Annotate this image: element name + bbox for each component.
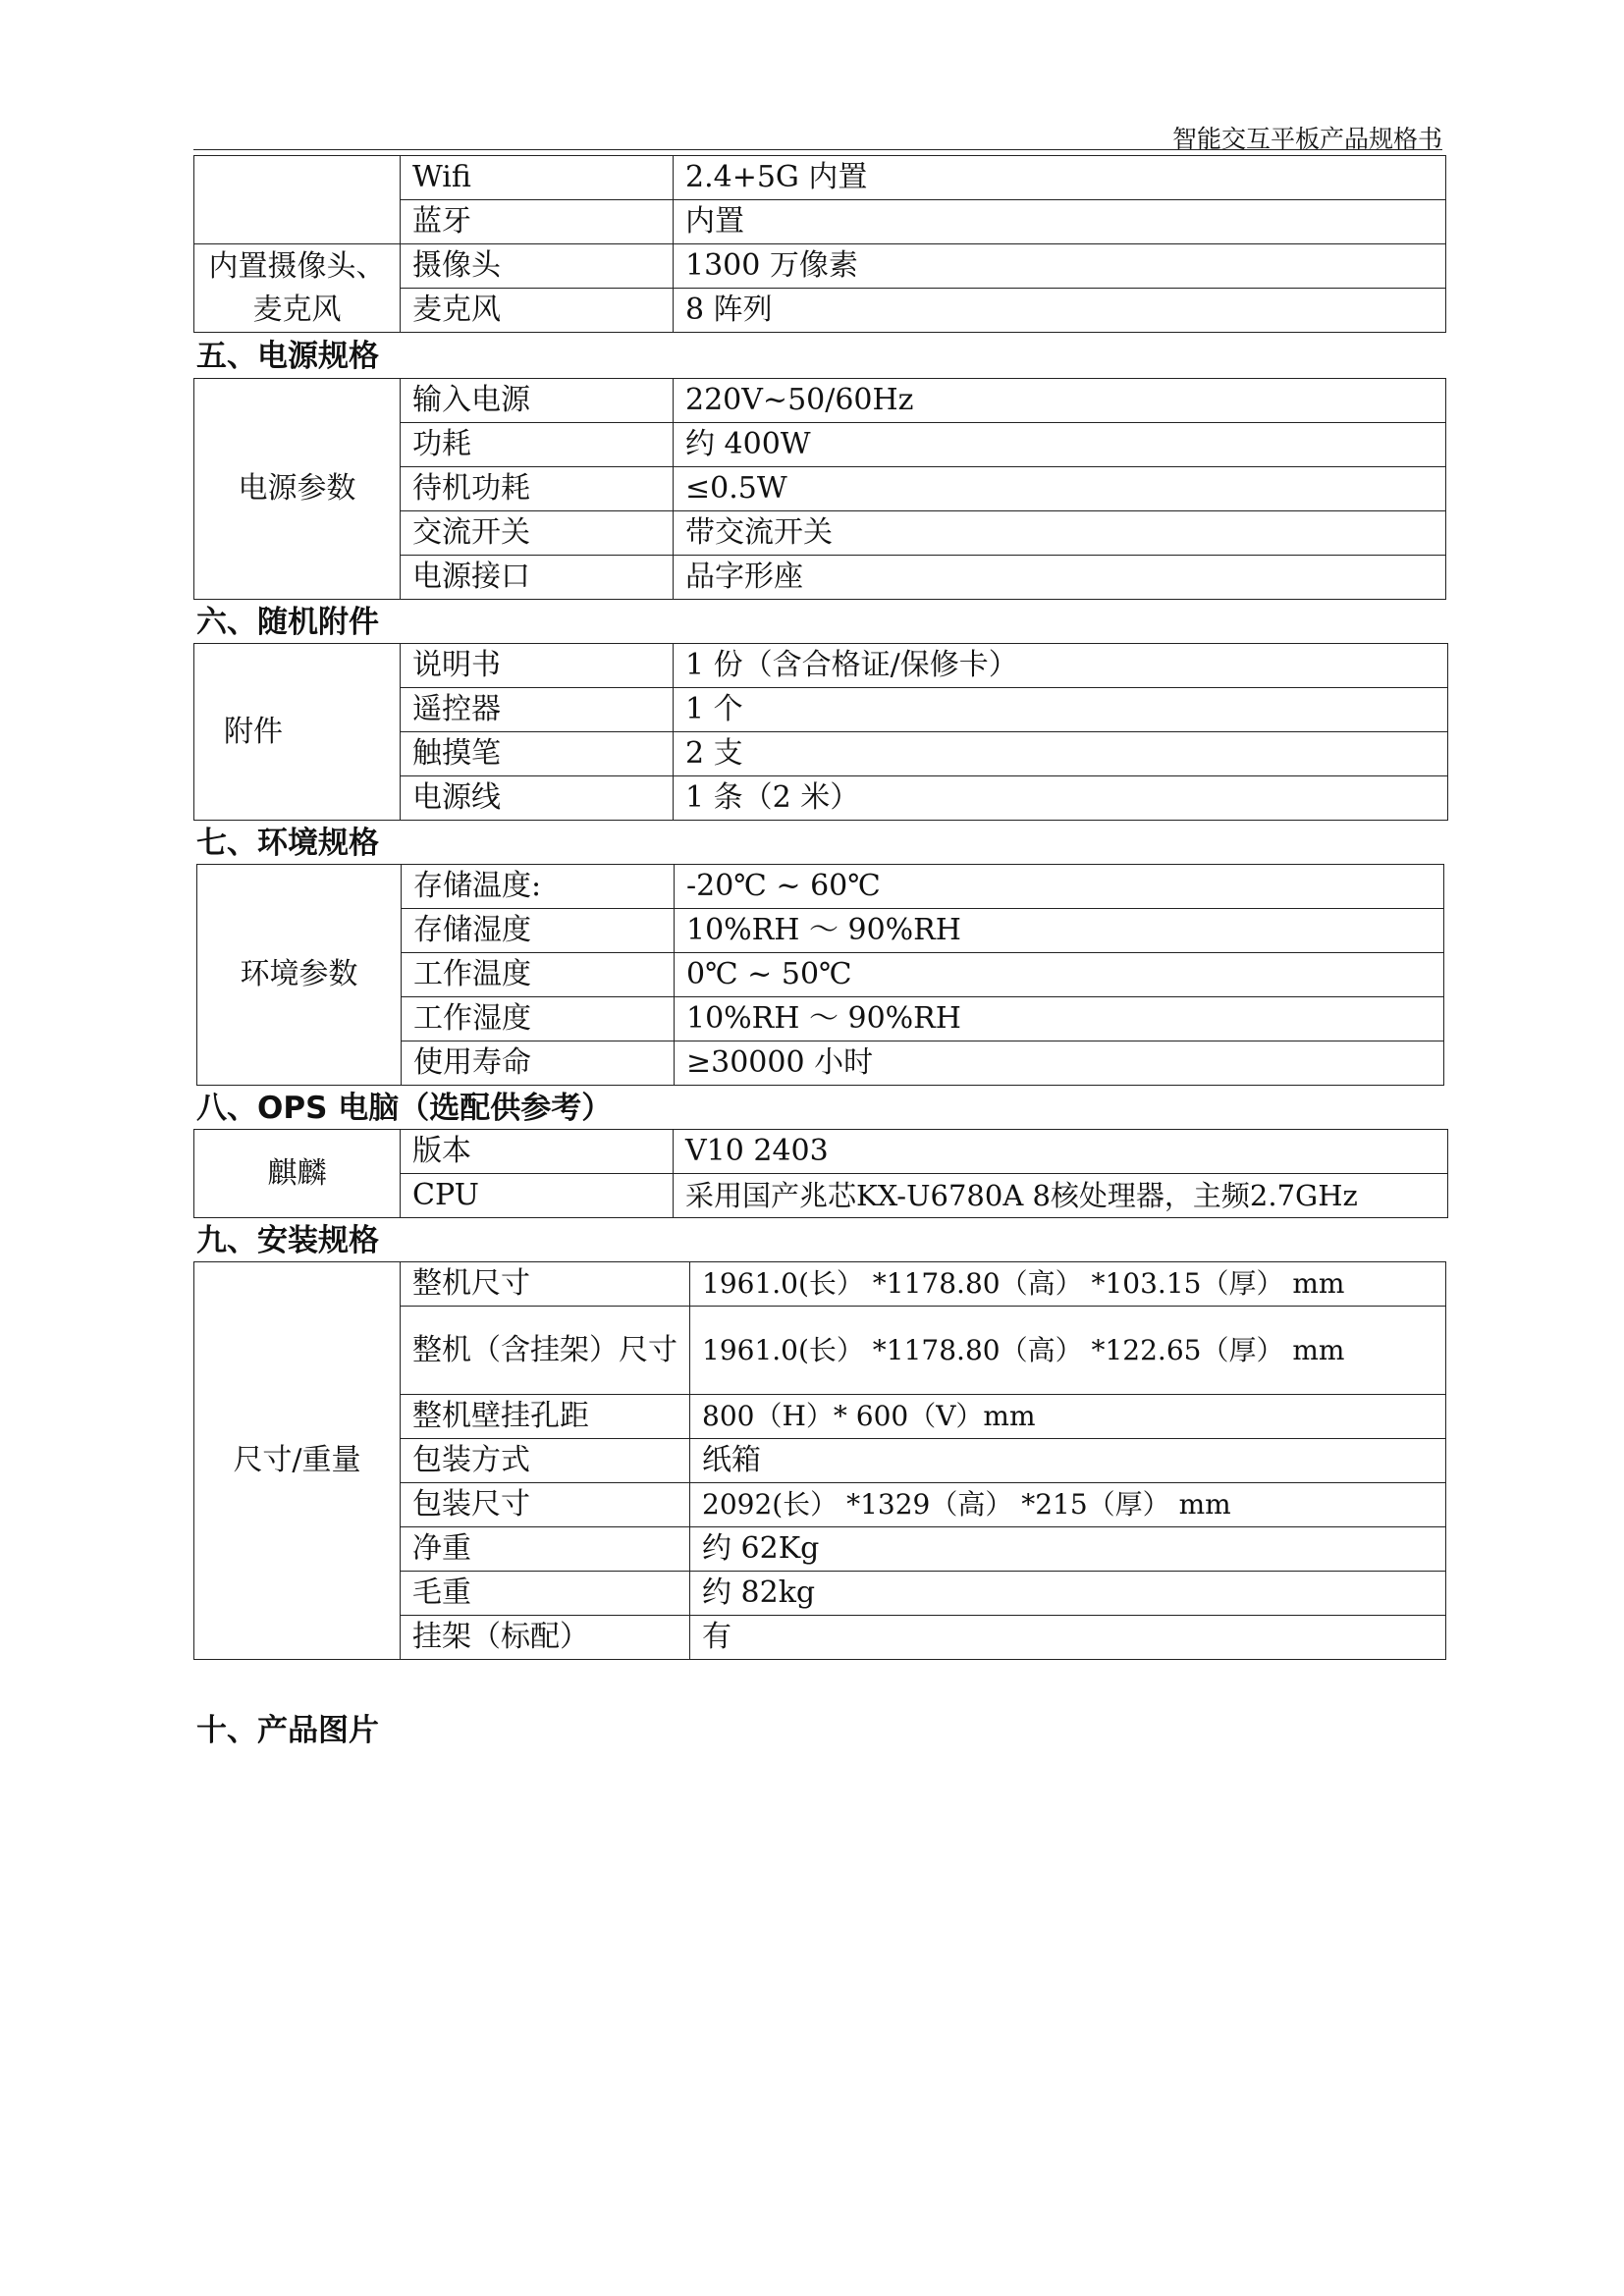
row-label: 待机功耗 <box>401 467 674 511</box>
table-row <box>194 244 1446 289</box>
install-table-block <box>193 1261 1446 1660</box>
row-value: 2092(长） *1329（高） *215（厚） mm <box>690 1483 1446 1527</box>
row-label: 挂架（标配） <box>401 1616 690 1660</box>
row-label: 触摸笔 <box>401 732 674 776</box>
environment-table <box>196 864 1444 1086</box>
row-value: 1961.0(长） *1178.80（高） *122.65（厚） mm <box>690 1307 1446 1395</box>
row-value: 220V~50/60Hz <box>674 379 1446 423</box>
table-row <box>194 156 1446 200</box>
row-value: -20℃ ~ 60℃ <box>675 865 1444 909</box>
row-value: 10%RH ～ 90%RH <box>675 909 1444 953</box>
row-label: 功耗 <box>401 423 674 467</box>
section-title-install: 九、安装规格 <box>196 1223 379 1258</box>
row-value: 品字形座 <box>674 556 1446 600</box>
page-header <box>193 116 1442 153</box>
section-title-power: 五、电源规格 <box>196 339 379 374</box>
row-value: 8 阵列 <box>674 289 1446 333</box>
row-value: 2 支 <box>674 732 1448 776</box>
row-label: Wifi <box>401 156 674 200</box>
install-table <box>193 1261 1446 1660</box>
row-label: 版本 <box>401 1130 674 1174</box>
section-title-product-images: 十、产品图片 <box>196 1713 379 1748</box>
row-value: 1 份（含合格证/保修卡） <box>674 644 1448 688</box>
row-value: V10 2403 <box>674 1130 1448 1174</box>
row-label: 摄像头 <box>401 244 674 289</box>
group-cell: 尺寸/重量 <box>194 1262 401 1660</box>
row-label: 包装方式 <box>401 1439 690 1483</box>
row-label: 交流开关 <box>401 511 674 556</box>
row-label: 毛重 <box>401 1572 690 1616</box>
row-value: 1300 万像素 <box>674 244 1446 289</box>
row-value: 带交流开关 <box>674 511 1446 556</box>
row-value: ≤0.5W <box>674 467 1446 511</box>
header-title: 智能交互平板产品规格书 <box>1171 125 1442 153</box>
row-label: 遥控器 <box>401 688 674 732</box>
section-title-environment: 七、环境规格 <box>196 826 379 861</box>
row-value: 1961.0(长） *1178.80（高） *103.15（厚） mm <box>690 1262 1446 1307</box>
row-label: 输入电源 <box>401 379 674 423</box>
group-cell: 附件 <box>194 644 401 821</box>
row-value: ≥30000 小时 <box>675 1041 1444 1086</box>
row-value: 约 62Kg <box>690 1527 1446 1572</box>
row-value: 内置 <box>674 200 1446 244</box>
row-label: 电源线 <box>401 776 674 821</box>
table-row <box>197 865 1444 909</box>
section-title-ops: 八、OPS 电脑（选配供参考） <box>196 1091 613 1126</box>
row-label: 整机尺寸 <box>401 1262 690 1307</box>
power-table <box>193 378 1446 600</box>
row-value: 1 条（2 米） <box>674 776 1448 821</box>
accessories-table-block <box>193 643 1448 821</box>
row-label: 包装尺寸 <box>401 1483 690 1527</box>
group-cell: 电源参数 <box>194 379 401 600</box>
row-value: 约 82kg <box>690 1572 1446 1616</box>
table-row <box>194 644 1448 688</box>
table-row <box>194 379 1446 423</box>
ops-table-block <box>193 1129 1448 1218</box>
row-label: 蓝牙 <box>401 200 674 244</box>
row-label: 工作温度 <box>402 953 675 997</box>
table-row <box>194 1262 1446 1307</box>
row-value: 采用国产兆芯KX-U6780A 8核处理器，主频2.7GHz <box>674 1174 1448 1218</box>
group-cell: 麒麟 <box>194 1130 401 1218</box>
row-label: 整机壁挂孔距 <box>401 1395 690 1439</box>
group-cell: 环境参数 <box>197 865 402 1086</box>
row-label: 工作湿度 <box>402 997 675 1041</box>
row-label: 整机（含挂架）尺寸 <box>401 1307 690 1395</box>
row-value: 800（H）* 600（V）mm <box>690 1395 1446 1439</box>
row-label: 存储温度: <box>402 865 675 909</box>
environment-table-block <box>196 864 1444 1086</box>
network-table <box>193 155 1446 333</box>
row-value: 0℃ ~ 50℃ <box>675 953 1444 997</box>
row-label: 净重 <box>401 1527 690 1572</box>
row-value: 1 个 <box>674 688 1448 732</box>
row-value: 有 <box>690 1616 1446 1660</box>
power-table-block <box>193 378 1446 600</box>
row-value: 纸箱 <box>690 1439 1446 1483</box>
row-label: 使用寿命 <box>402 1041 675 1086</box>
row-label: 麦克风 <box>401 289 674 333</box>
row-value: 2.4+5G 内置 <box>674 156 1446 200</box>
section-title-accessories: 六、随机附件 <box>196 605 379 640</box>
row-value: 约 400W <box>674 423 1446 467</box>
ops-table <box>193 1129 1448 1218</box>
network-table-block <box>193 155 1446 333</box>
group-cell-empty <box>194 156 401 244</box>
group-cell-camera: 内置摄像头、麦克风 <box>194 244 401 333</box>
row-label: 电源接口 <box>401 556 674 600</box>
row-label: CPU <box>401 1174 674 1218</box>
accessories-table <box>193 643 1448 821</box>
row-value: 10%RH ～ 90%RH <box>675 997 1444 1041</box>
row-label: 说明书 <box>401 644 674 688</box>
row-label: 存储湿度 <box>402 909 675 953</box>
table-row <box>194 1130 1448 1174</box>
